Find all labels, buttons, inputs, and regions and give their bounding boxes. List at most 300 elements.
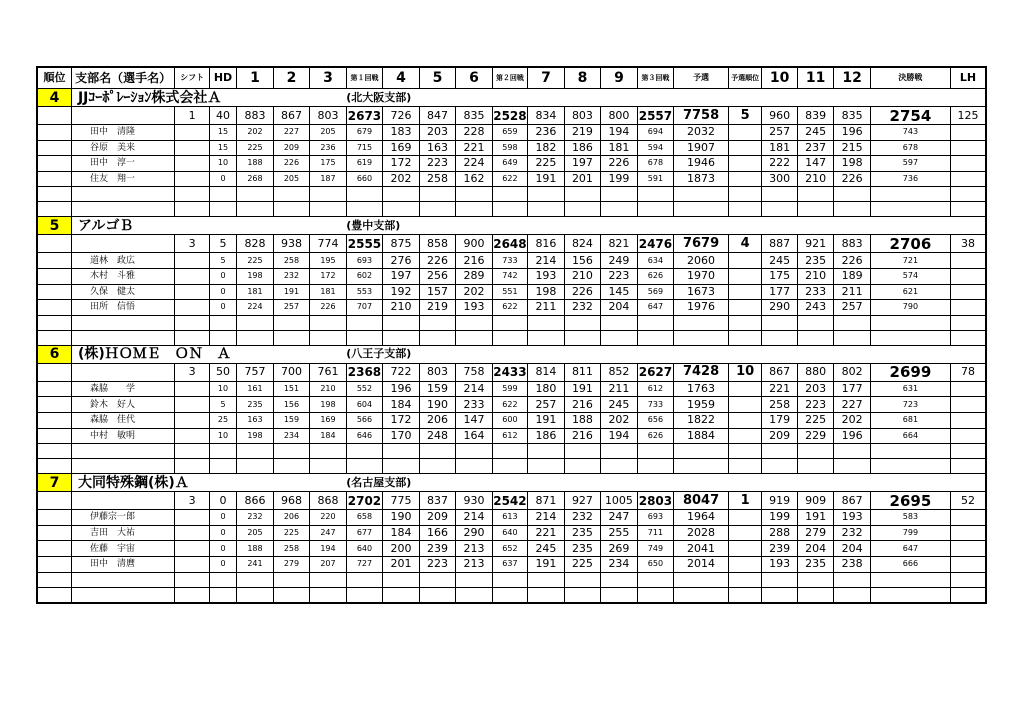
player-score-yosen: 1970 xyxy=(674,268,729,284)
empty-cell xyxy=(383,330,420,345)
empty-cell xyxy=(310,444,347,459)
score-g5: 837 xyxy=(419,492,456,510)
player-score-g7: 193 xyxy=(528,268,565,284)
score-g4: 722 xyxy=(383,363,420,381)
player-score-g2: 156 xyxy=(273,397,310,413)
empty-cell xyxy=(71,363,174,381)
empty-cell xyxy=(950,253,986,269)
player-score-g12: 211 xyxy=(834,284,871,300)
player-row xyxy=(37,428,986,444)
player-hd: 0 xyxy=(209,268,236,284)
empty-cell xyxy=(71,202,174,217)
player-score-g12: 196 xyxy=(834,428,871,444)
player-row xyxy=(37,412,986,428)
player-score-g10: 290 xyxy=(762,300,797,316)
empty-cell xyxy=(950,156,986,172)
empty-cell xyxy=(456,315,493,330)
empty-cell xyxy=(492,315,527,330)
player-score-r3: 656 xyxy=(637,412,674,428)
player-score-g1: 198 xyxy=(237,268,274,284)
player-score-g12: 189 xyxy=(834,268,871,284)
empty-cell xyxy=(71,459,174,474)
player-score-final: 621 xyxy=(870,284,950,300)
player-score-g4: 184 xyxy=(383,397,420,413)
empty-cell xyxy=(175,572,209,587)
player-score-g5: 166 xyxy=(419,525,456,541)
player-score-g6: 224 xyxy=(456,156,493,172)
player-score-g3: 169 xyxy=(310,412,347,428)
player-score-r3: 569 xyxy=(637,284,674,300)
team-rank: 5 xyxy=(37,217,71,235)
player-score-g7: 211 xyxy=(528,300,565,316)
header-round-2: 第２回戦 xyxy=(492,67,527,89)
player-score-g3: 195 xyxy=(310,253,347,269)
player-score-r1: 566 xyxy=(346,412,383,428)
header-lh: LH xyxy=(950,67,986,89)
empty-cell xyxy=(492,187,527,202)
empty-cell xyxy=(456,330,493,345)
player-name: 谷原 美来 xyxy=(71,140,174,156)
team-total-row xyxy=(37,492,986,510)
player-score-g1: 235 xyxy=(237,397,274,413)
empty-cell xyxy=(209,315,236,330)
player-score-g9: 247 xyxy=(601,510,638,526)
score-g5: 858 xyxy=(419,235,456,253)
player-score-g9: 249 xyxy=(601,253,638,269)
empty-cell xyxy=(237,330,274,345)
score-g6: 930 xyxy=(456,492,493,510)
empty-cell xyxy=(175,187,209,202)
player-score-g4: 170 xyxy=(383,428,420,444)
score-r1: 2368 xyxy=(347,365,382,380)
score-g5: 803 xyxy=(419,363,456,381)
player-score-g8: 191 xyxy=(564,381,601,397)
player-name: 久保 健太 xyxy=(71,284,174,300)
player-score-g1: 198 xyxy=(237,428,274,444)
player-score-g4: 196 xyxy=(383,381,420,397)
empty-cell xyxy=(456,587,493,603)
score-g12: 867 xyxy=(834,492,871,510)
empty-cell xyxy=(950,556,986,572)
player-score-g7: 191 xyxy=(528,556,565,572)
player-score-g9: 202 xyxy=(601,412,638,428)
player-score-g4: 192 xyxy=(383,284,420,300)
player-score-g8: 232 xyxy=(564,300,601,316)
team-title-row xyxy=(37,89,986,107)
score-g8: 803 xyxy=(564,107,601,125)
player-hd: 10 xyxy=(209,156,236,172)
empty-cell xyxy=(834,444,871,459)
player-score-g6: 214 xyxy=(456,510,493,526)
empty-cell xyxy=(528,202,565,217)
empty-cell xyxy=(797,202,834,217)
player-score-r2: 659 xyxy=(492,125,527,141)
player-score-r1: 619 xyxy=(346,156,383,172)
empty-cell xyxy=(175,315,209,330)
player-score-yosen: 1959 xyxy=(674,397,729,413)
player-score-g3: 194 xyxy=(310,541,347,557)
player-score-g12: 257 xyxy=(834,300,871,316)
team-rank: 4 xyxy=(37,89,71,107)
player-row xyxy=(37,525,986,541)
player-score-g5: 206 xyxy=(419,412,456,428)
empty-cell xyxy=(346,444,383,459)
player-score-g10: 179 xyxy=(762,412,797,428)
player-score-g7: 191 xyxy=(528,412,565,428)
empty-cell xyxy=(175,541,209,557)
player-row xyxy=(37,381,986,397)
player-score-g12: 232 xyxy=(834,525,871,541)
player-score-g4: 183 xyxy=(383,125,420,141)
empty-cell xyxy=(273,444,310,459)
player-score-g1: 202 xyxy=(237,125,274,141)
empty-cell xyxy=(237,187,274,202)
score-g9: 852 xyxy=(601,363,638,381)
empty-cell xyxy=(728,525,761,541)
player-hd: 0 xyxy=(209,525,236,541)
empty-cell xyxy=(950,125,986,141)
empty-cell xyxy=(950,381,986,397)
empty-cell xyxy=(528,444,565,459)
player-score-g9: 226 xyxy=(601,156,638,172)
score-yosen: 8047 xyxy=(674,492,729,510)
player-score-g8: 156 xyxy=(564,253,601,269)
player-score-g4: 172 xyxy=(383,156,420,172)
player-score-g10: 257 xyxy=(762,125,797,141)
empty-cell xyxy=(37,284,71,300)
player-score-yosen: 2028 xyxy=(674,525,729,541)
empty-cell xyxy=(175,397,209,413)
player-hd: 5 xyxy=(209,397,236,413)
empty-cell xyxy=(456,202,493,217)
empty-cell xyxy=(797,187,834,202)
player-score-g10: 199 xyxy=(762,510,797,526)
score-g2: 700 xyxy=(273,363,310,381)
player-score-r2: 622 xyxy=(492,300,527,316)
empty-cell xyxy=(601,444,638,459)
player-score-r3: 634 xyxy=(637,253,674,269)
player-score-g11: 191 xyxy=(797,510,834,526)
empty-cell xyxy=(564,187,601,202)
player-score-g3: 236 xyxy=(310,140,347,156)
player-score-g11: 147 xyxy=(797,156,834,172)
score-r2: 2433 xyxy=(493,365,527,380)
empty-cell xyxy=(492,444,527,459)
empty-cell xyxy=(762,587,797,603)
player-score-g7: 182 xyxy=(528,140,565,156)
empty-cell xyxy=(209,202,236,217)
empty-cell xyxy=(834,202,871,217)
player-score-g6: 214 xyxy=(456,381,493,397)
player-score-r1: 660 xyxy=(346,171,383,187)
empty-cell xyxy=(728,412,761,428)
empty-cell xyxy=(762,444,797,459)
empty-cell xyxy=(71,444,174,459)
player-score-final: 597 xyxy=(870,156,950,172)
player-row xyxy=(37,541,986,557)
player-score-g9: 181 xyxy=(601,140,638,156)
empty-cell xyxy=(870,572,950,587)
empty-cell xyxy=(456,572,493,587)
score-final: 2695 xyxy=(870,492,950,510)
header-game-2: 2 xyxy=(273,67,310,89)
player-hd: 25 xyxy=(209,412,236,428)
empty-cell xyxy=(528,330,565,345)
player-score-r1: 727 xyxy=(346,556,383,572)
empty-cell xyxy=(528,315,565,330)
empty-cell xyxy=(310,587,347,603)
player-score-g6: 213 xyxy=(456,541,493,557)
empty-cell xyxy=(728,156,761,172)
player-score-g2: 159 xyxy=(273,412,310,428)
player-score-yosen: 2060 xyxy=(674,253,729,269)
player-score-g9: 234 xyxy=(601,556,638,572)
player-score-r1: 677 xyxy=(346,525,383,541)
player-score-g11: 279 xyxy=(797,525,834,541)
empty-cell xyxy=(870,587,950,603)
score-g3: 761 xyxy=(310,363,347,381)
score-g11: 921 xyxy=(797,235,834,253)
player-score-g4: 210 xyxy=(383,300,420,316)
player-score-g4: 202 xyxy=(383,171,420,187)
player-row xyxy=(37,171,986,187)
player-score-g5: 223 xyxy=(419,556,456,572)
player-score-g5: 248 xyxy=(419,428,456,444)
empty-cell xyxy=(37,556,71,572)
player-score-g10: 209 xyxy=(762,428,797,444)
player-name: 田中 淳一 xyxy=(71,156,174,172)
empty-cell xyxy=(175,412,209,428)
player-score-r1: 602 xyxy=(346,268,383,284)
player-score-g10: 300 xyxy=(762,171,797,187)
player-score-g7: 198 xyxy=(528,284,565,300)
player-score-g1: 225 xyxy=(237,253,274,269)
player-score-g11: 229 xyxy=(797,428,834,444)
empty-cell xyxy=(383,444,420,459)
empty-cell xyxy=(728,459,761,474)
player-score-g1: 161 xyxy=(237,381,274,397)
empty-cell xyxy=(762,459,797,474)
score-r3: 2803 xyxy=(638,493,673,508)
empty-cell xyxy=(71,572,174,587)
empty-cell xyxy=(237,572,274,587)
team-name: アルゴＢ xyxy=(71,217,346,235)
player-score-g2: 257 xyxy=(273,300,310,316)
empty-cell xyxy=(71,587,174,603)
empty-cell xyxy=(834,572,871,587)
score-g8: 927 xyxy=(564,492,601,510)
empty-cell xyxy=(346,330,383,345)
player-name: 道林 政広 xyxy=(71,253,174,269)
player-score-g8: 219 xyxy=(564,125,601,141)
player-score-g12: 238 xyxy=(834,556,871,572)
player-score-g3: 205 xyxy=(310,125,347,141)
player-score-g6: 233 xyxy=(456,397,493,413)
empty-cell xyxy=(950,444,986,459)
player-score-r1: 658 xyxy=(346,510,383,526)
score-final: 2706 xyxy=(870,235,950,253)
score-g2: 867 xyxy=(273,107,310,125)
score-g4: 875 xyxy=(383,235,420,253)
empty-cell xyxy=(950,330,986,345)
empty-cell xyxy=(273,202,310,217)
player-score-g10: 258 xyxy=(762,397,797,413)
blank-row xyxy=(37,572,986,587)
player-score-g11: 225 xyxy=(797,412,834,428)
blank-row xyxy=(37,459,986,474)
player-score-g5: 203 xyxy=(419,125,456,141)
team-name: (株)ＨＯＭＥ ＯＮ Ａ xyxy=(71,345,346,363)
empty-cell xyxy=(37,156,71,172)
empty-cell xyxy=(637,315,674,330)
team-title-row xyxy=(37,474,986,492)
empty-cell xyxy=(492,572,527,587)
empty-cell xyxy=(637,187,674,202)
header-game-6: 6 xyxy=(456,67,493,89)
empty-cell xyxy=(175,381,209,397)
empty-cell xyxy=(346,459,383,474)
player-score-r3: 650 xyxy=(637,556,674,572)
empty-cell xyxy=(950,428,986,444)
player-score-r3: 733 xyxy=(637,397,674,413)
player-score-g9: 194 xyxy=(601,125,638,141)
empty-cell xyxy=(950,459,986,474)
empty-cell xyxy=(834,459,871,474)
player-score-g11: 233 xyxy=(797,284,834,300)
score-final: 2699 xyxy=(870,363,950,381)
empty-cell xyxy=(797,572,834,587)
score-g7: 816 xyxy=(528,235,565,253)
empty-cell xyxy=(674,330,729,345)
player-hd: 0 xyxy=(209,171,236,187)
player-score-g9: 204 xyxy=(601,300,638,316)
player-score-final: 736 xyxy=(870,171,950,187)
empty-cell xyxy=(71,492,174,510)
player-score-g2: 232 xyxy=(273,268,310,284)
lh-cell: 78 xyxy=(950,363,986,381)
empty-cell xyxy=(870,459,950,474)
score-final: 2754 xyxy=(870,107,950,125)
player-score-g8: 232 xyxy=(564,510,601,526)
team-name: 大同特殊鋼(株)Ａ xyxy=(71,474,346,492)
player-score-g9: 223 xyxy=(601,268,638,284)
player-name: 森脇 学 xyxy=(71,381,174,397)
score-g3: 774 xyxy=(310,235,347,253)
player-score-g6: 202 xyxy=(456,284,493,300)
player-score-final: 583 xyxy=(870,510,950,526)
score-r1: 2673 xyxy=(347,108,382,123)
player-score-r2: 640 xyxy=(492,525,527,541)
team-name: JJｺｰﾎﾟﾚｰｼｮﾝ株式会社Ａ xyxy=(71,89,346,107)
empty-cell xyxy=(637,587,674,603)
player-score-g2: 151 xyxy=(273,381,310,397)
empty-cell xyxy=(797,459,834,474)
empty-cell xyxy=(37,397,71,413)
player-score-g3: 187 xyxy=(310,171,347,187)
score-g10: 960 xyxy=(762,107,797,125)
header-round-1: 第１回戦 xyxy=(346,67,383,89)
player-score-g7: 225 xyxy=(528,156,565,172)
header-game-7: 7 xyxy=(528,67,565,89)
player-score-g7: 186 xyxy=(528,428,565,444)
blank-row xyxy=(37,587,986,603)
empty-cell xyxy=(37,187,71,202)
empty-cell xyxy=(273,187,310,202)
yosen-rank-cell: 10 xyxy=(728,363,761,381)
player-score-g3: 207 xyxy=(310,556,347,572)
score-r1: 2702 xyxy=(347,493,382,508)
player-name: 田所 信悟 xyxy=(71,300,174,316)
empty-cell xyxy=(834,587,871,603)
header-yosen-rank: 予選順位 xyxy=(728,67,761,89)
player-score-g5: 258 xyxy=(419,171,456,187)
empty-cell xyxy=(346,587,383,603)
empty-cell xyxy=(37,444,71,459)
score-g1: 828 xyxy=(237,235,274,253)
empty-cell xyxy=(834,187,871,202)
player-score-g4: 276 xyxy=(383,253,420,269)
score-g10: 919 xyxy=(762,492,797,510)
header-shift: シフト xyxy=(175,67,209,89)
header-final: 決勝戦 xyxy=(870,67,950,89)
player-score-g5: 256 xyxy=(419,268,456,284)
empty-cell xyxy=(71,315,174,330)
empty-cell xyxy=(492,202,527,217)
player-score-g3: 247 xyxy=(310,525,347,541)
empty-cell xyxy=(383,202,420,217)
team-branch: (北大阪支部) xyxy=(346,89,986,107)
player-score-yosen: 1822 xyxy=(674,412,729,428)
player-name: 住友 翔一 xyxy=(71,171,174,187)
score-g11: 839 xyxy=(797,107,834,125)
header-game-5: 5 xyxy=(419,67,456,89)
empty-cell xyxy=(37,125,71,141)
player-row xyxy=(37,300,986,316)
player-score-g12: 204 xyxy=(834,541,871,557)
empty-cell xyxy=(273,459,310,474)
empty-cell xyxy=(728,253,761,269)
player-score-r1: 646 xyxy=(346,428,383,444)
empty-cell xyxy=(950,397,986,413)
player-row xyxy=(37,253,986,269)
empty-cell xyxy=(237,459,274,474)
shift-cell: 3 xyxy=(175,363,209,381)
player-score-g10: 239 xyxy=(762,541,797,557)
team-branch: (豊中支部) xyxy=(346,217,986,235)
score-g6: 758 xyxy=(456,363,493,381)
header-game-11: 11 xyxy=(797,67,834,89)
player-score-g10: 175 xyxy=(762,268,797,284)
player-score-r1: 679 xyxy=(346,125,383,141)
player-score-r2: 742 xyxy=(492,268,527,284)
empty-cell xyxy=(674,315,729,330)
empty-cell xyxy=(797,587,834,603)
empty-cell xyxy=(870,202,950,217)
player-score-g8: 186 xyxy=(564,140,601,156)
player-score-g12: 227 xyxy=(834,397,871,413)
player-score-g2: 258 xyxy=(273,541,310,557)
score-g1: 757 xyxy=(237,363,274,381)
empty-cell xyxy=(564,330,601,345)
empty-cell xyxy=(950,202,986,217)
player-hd: 0 xyxy=(209,510,236,526)
empty-cell xyxy=(762,187,797,202)
empty-cell xyxy=(175,556,209,572)
player-score-g7: 180 xyxy=(528,381,565,397)
player-score-g10: 245 xyxy=(762,253,797,269)
player-score-g5: 226 xyxy=(419,253,456,269)
player-score-yosen: 1976 xyxy=(674,300,729,316)
